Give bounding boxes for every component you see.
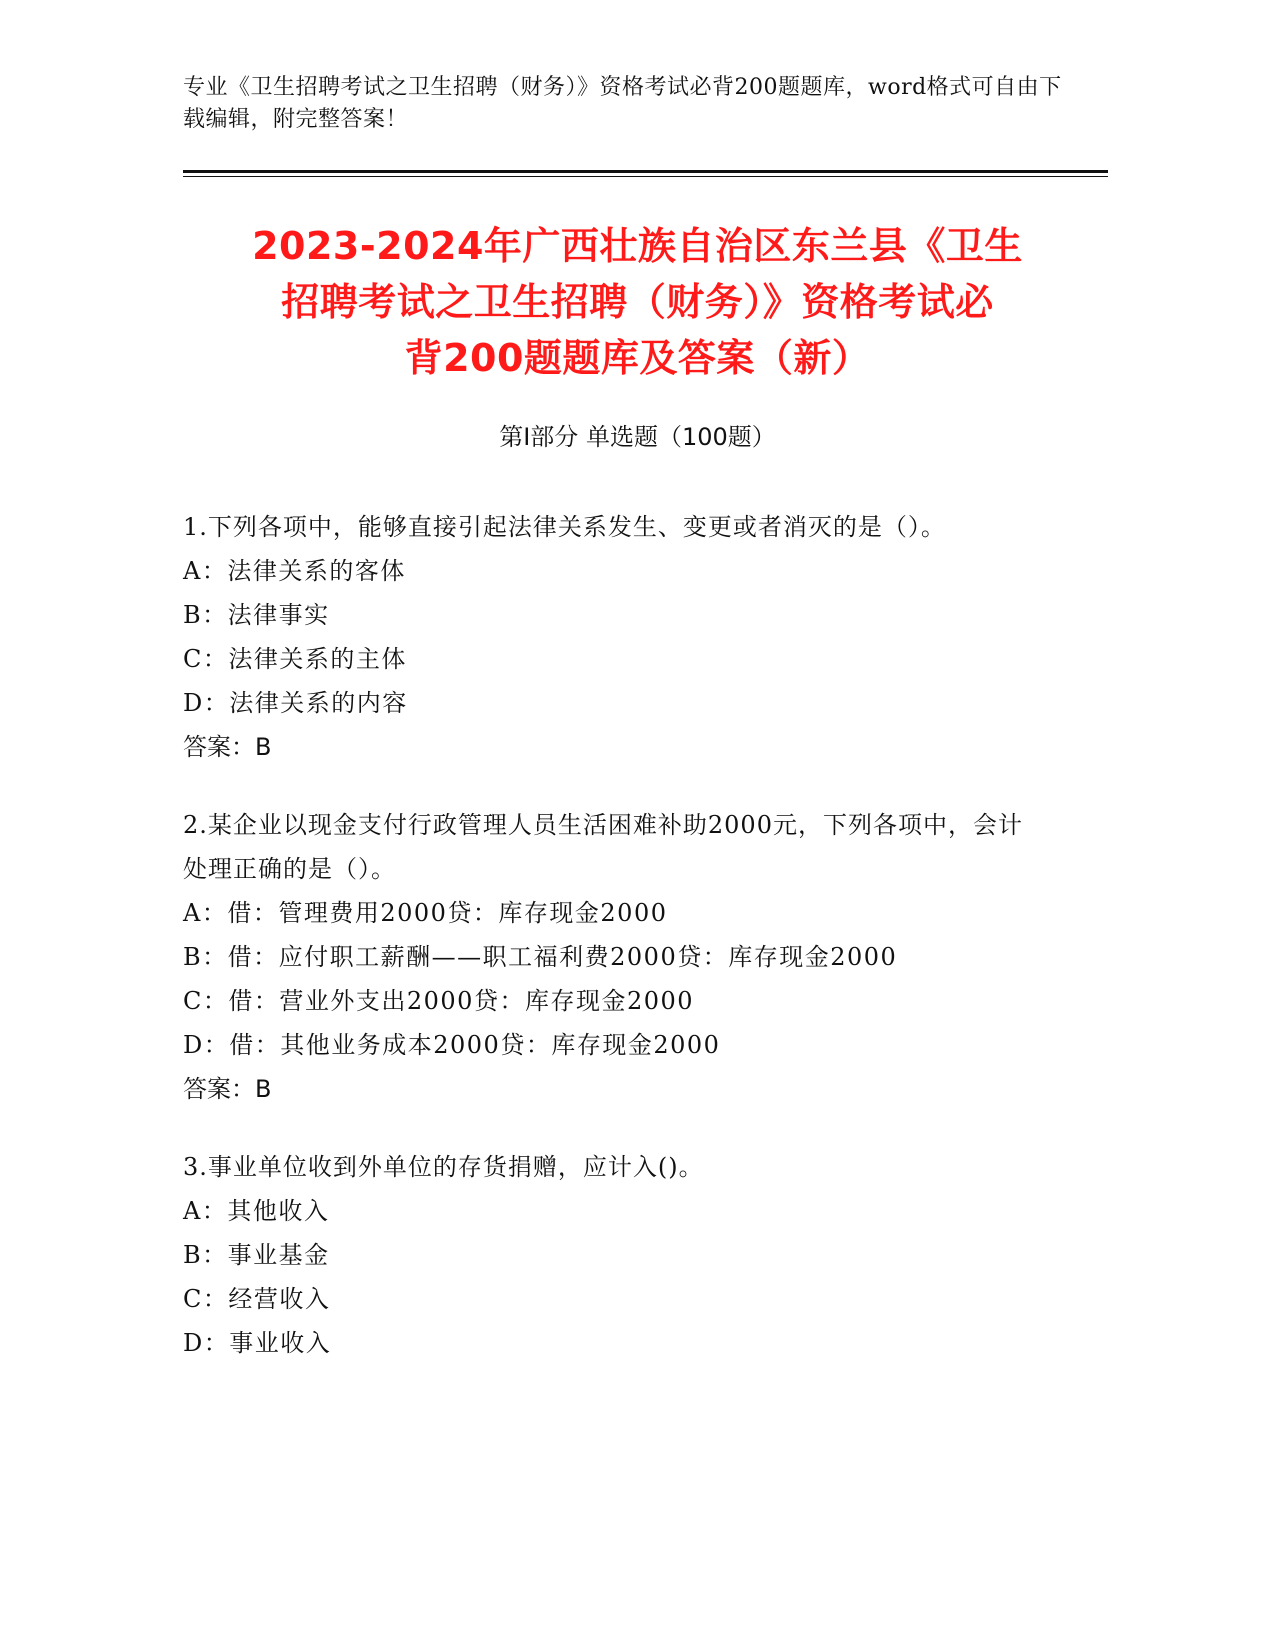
question-option-c: C：经营收入 <box>183 1285 331 1313</box>
question-option-c: C：借：营业外支出2000贷：库存现金2000 <box>183 987 695 1015</box>
header-note: 专业《卫生招聘考试之卫生招聘（财务）》资格考试必背200题题库，word格式可自由下载编辑，附完整答案！ <box>183 75 1062 132</box>
question-option-c: C：法律关系的主体 <box>183 645 407 673</box>
header-divider <box>183 170 1108 177</box>
question-stem: 2.某企业以现金支付行政管理人员生活困难补助2000元，下列各项中，会计处理正确的是（）。 <box>183 811 1023 883</box>
document-title-line: 招聘考试之卫生招聘（财务）》资格考试必 <box>281 280 994 324</box>
document-title <box>150 218 1125 386</box>
question-option-a: A：法律关系的客体 <box>183 557 406 585</box>
question-answer: 答案：B <box>183 1075 272 1103</box>
section-heading: 第Ⅰ部分 单选题（100题） <box>499 423 776 451</box>
question-stem: 3.事业单位收到外单位的存货捐赠，应计入()。 <box>183 1153 704 1181</box>
header-divider-thick <box>183 170 1108 173</box>
question-option-b: B：借：应付职工薪酬——职工福利费2000贷：库存现金2000 <box>183 943 898 971</box>
question-option-a: A：借：管理费用2000贷：库存现金2000 <box>183 899 668 927</box>
question-option-a: A：其他收入 <box>183 1197 330 1225</box>
document-title-line: 2023-2024年广西壮族自治区东兰县《卫生 <box>252 224 1023 268</box>
question-option-d: D：事业收入 <box>183 1329 332 1357</box>
question-answer: 答案：B <box>183 733 272 761</box>
question-option-d: D：借：其他业务成本2000贷：库存现金2000 <box>183 1031 721 1059</box>
question-list <box>183 505 1043 1399</box>
document-title-line: 背200题题库及答案（新） <box>404 336 871 380</box>
question-option-b: B：事业基金 <box>183 1241 330 1269</box>
question-option-b: B：法律事实 <box>183 601 330 629</box>
question-option-d: D：法律关系的内容 <box>183 689 408 717</box>
header-divider-thin <box>183 176 1108 177</box>
question-3 <box>183 1145 1043 1365</box>
question-1 <box>183 505 1043 769</box>
question-2 <box>183 803 1043 1111</box>
question-stem: 1.下列各项中，能够直接引起法律关系发生、变更或者消灭的是（）。 <box>183 513 946 541</box>
